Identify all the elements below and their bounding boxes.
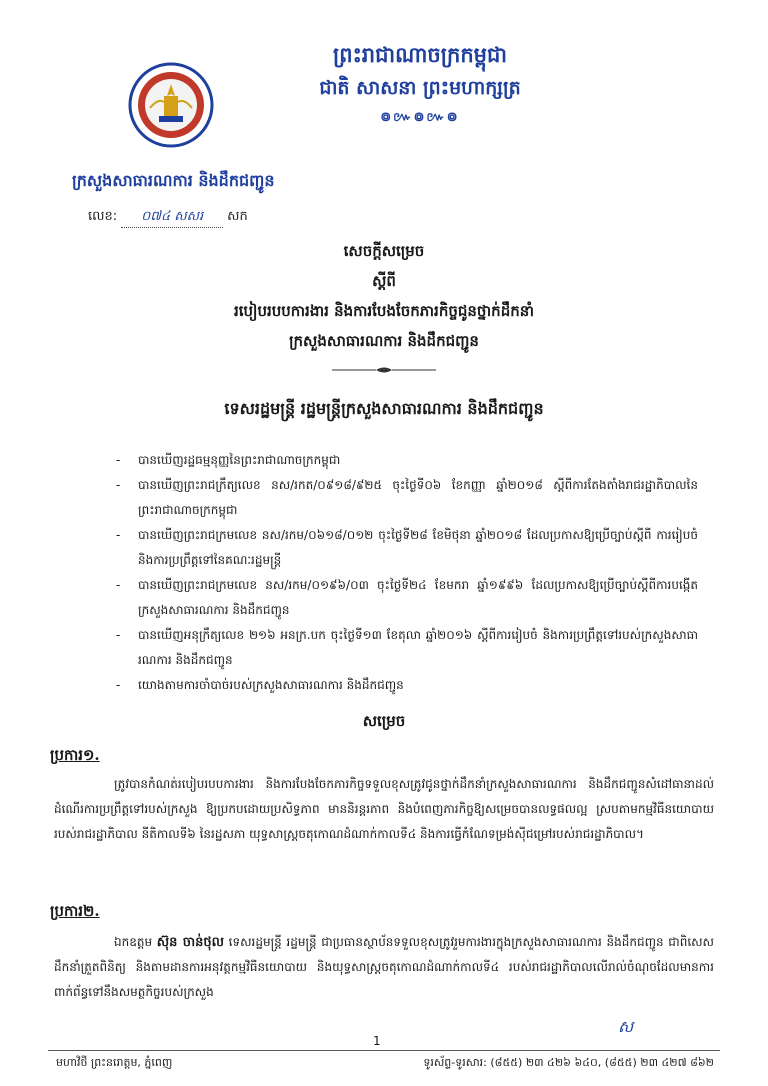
recital-item: - យោងតាមការចាំបាច់របស់ក្រសួងសាធារណការ និងដឹកជញ្ជូន — [112, 673, 698, 698]
article-2-heading: ប្រការ២. — [50, 902, 100, 920]
article-1-text: ត្រូវបានកំណត់របៀបរបបការងារ និងការបែងចែកភារកិច្ចទទួលខុសត្រូវជូនថ្នាក់ដឹកនាំក្រសួងសាធារណការ និងដឹកជញ្ជូនសំដៅធានាដល់ដំណើរការប្រព្រឹត្តទៅរបស់ក្រសួង ឱ្យប្រកបដោយប្រសិទ្ធភាព មាននិរន្តរភាព និងបំពេញភារកិច្ចឱ្យសម្រេចបានលទ្ធផលល្អ ស្របតាមកម្មវិធីនយោបាយរបស់រាជរដ្ឋាភិបាល នីតិកាលទី៦ នៃរដ្ឋសភា យុទ្ធសាស្ត្រចតុកោណដំណាក់កាលទី៤ និងការធ្វើកំណែទម្រង់ស៊ីជម្រៅរបស់រាជរដ្ឋាភិបាល។ — [54, 777, 714, 841]
reference-suffix: សក — [227, 209, 248, 224]
recital-item: - បានឃើញរដ្ឋធម្មនុញ្ញនៃព្រះរាជាណាចក្រកម្ពុជា — [112, 448, 698, 473]
kingdom-title: ព្រះរាជាណាចក្រកម្ពុជា — [332, 42, 507, 67]
recital-item: - បានឃើញព្រះរាជក្រមលេខ នស/រកម/០១៩៦/០៣ ចុះថ្ងៃទី២៤ ខែមករា ឆ្នាំ១៩៩៦ ដែលប្រកាសឱ្យប្រើច្បាប់ស្ដីពីការបង្កើតក្រសួងសាធារណការ និងដឹកជញ្ជូន — [112, 573, 698, 623]
recital-item: - បានឃើញព្រះរាជក្រមលេខ នស/រកម/០៦១៨/០១២ ចុះថ្ងៃទី២៨ ខែមិថុនា ឆ្នាំ២០១៨ ដែលប្រកាសឱ្យប្រើច្បាប់ស្ដីពី ការរៀបចំ និងការប្រព្រឹត្តទៅនៃគណៈរដ្ឋមន្ត្រី — [112, 523, 698, 573]
article-2-body: ទេសរដ្ឋមន្ត្រី រដ្ឋមន្ត្រី ជាប្រធានស្ថាប័នទទួលខុសត្រូវរួមការងារក្នុងក្រសួងសាធារណការ និងដឹកជញ្ជូន ជាពិសេសដឹកនាំត្រួតពិនិត្យ និងតាមដានការអនុវត្តកម្មវិធីនយោបាយ និងយុទ្ធសាស្ត្រចតុកោណដំណាក់កាលទី៤ របស់រាជរដ្ឋាភិបាលលើរាល់ចំណុចដែលមានការពាក់ព័ន្ធទៅនឹងសមត្ថកិច្ចរបស់ក្រសួង — [54, 935, 714, 999]
title-line-4: ក្រសួងសាធារណការ និងដឹកជញ្ជូន — [289, 332, 479, 350]
national-motto: ជាតិ សាសនា ព្រះមហាក្សត្រ — [319, 77, 521, 99]
minister-name: ស៊ុន ចាន់ថុល — [156, 935, 225, 950]
recitals-list — [112, 448, 698, 698]
ministry-name: ក្រសួងសាធារណការ និងដឹកជញ្ជូន — [72, 171, 275, 190]
title-line-3: របៀបរបបការងារ និងការបែងចែកភារកិច្ចជូនថ្នាក់ដឹកនាំ — [233, 302, 535, 320]
title-divider — [330, 366, 438, 374]
title-line-2: ស្ដីពី — [372, 272, 396, 290]
header-ornament: ៙៚៙៚៙ — [380, 110, 460, 125]
council-heading: ទេសរដ្ឋមន្ត្រី រដ្ឋមន្ត្រីក្រសួងសាធារណការ និងដឹកជញ្ជូន — [224, 399, 544, 418]
article-2-text — [54, 930, 714, 1005]
reference-label: លេខ: — [88, 209, 118, 224]
title-line-1: សេចក្ដីសម្រេច — [343, 242, 425, 260]
recital-item: - បានឃើញព្រះរាជក្រឹត្យលេខ នស/រកត/០៩១៨/៩២៥ ចុះថ្ងៃទី០៦ ខែកញ្ញា ឆ្នាំ២០១៨ ស្ដីពីការតែងតាំងរាជរដ្ឋាភិបាលនៃព្រះរាជាណាចក្រកម្ពុជា — [112, 473, 698, 523]
footer-address: មហាវិថី ព្រះនរោត្តម, ភ្នំពេញ — [56, 1056, 173, 1069]
recital-item: - បានឃើញអនុក្រឹត្យលេខ ២១៦ អនក្រ.បក ចុះថ្ងៃទី១៣ ខែតុលា ឆ្នាំ២០១៦ ស្ដីពីការរៀបចំ និងការប្រព្រឹត្តទៅរបស់ក្រសួងសាធារណការ និងដឹកជញ្ជូន — [112, 623, 698, 673]
footer-divider — [48, 1050, 720, 1051]
reference-value: ០៧៤ សសរ — [121, 208, 223, 228]
reference-number — [88, 208, 248, 228]
handwritten-initial: ស — [618, 1017, 634, 1036]
article-1-heading: ប្រការ១. — [50, 746, 100, 764]
decision-title — [120, 236, 648, 356]
footer-phones: ទូរស័ព្ទ-ទូរសារ: (៨៥៥) ២៣ ៤២៦ ៦៤០, (៨៥៥) ២៣ ៤២៧ ៨៦២ — [423, 1056, 714, 1069]
page-number: 1 — [373, 1034, 381, 1048]
article-2-lead: ឯកឧត្តម — [114, 935, 153, 949]
ministry-seal-logo — [128, 62, 214, 148]
decide-heading: សម្រេច — [362, 712, 406, 730]
